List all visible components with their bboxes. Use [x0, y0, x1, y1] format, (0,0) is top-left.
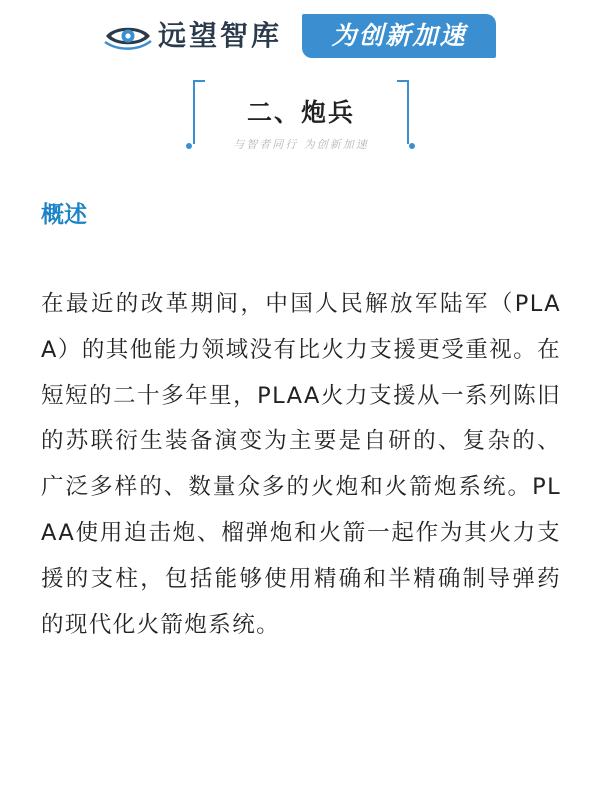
brand-slogan: 为创新加速	[331, 21, 467, 50]
section-title-frame	[193, 80, 409, 144]
section-title: 二、炮兵	[246, 98, 355, 127]
brand-name: 远望智库	[158, 19, 283, 52]
brand-slogan-banner	[302, 14, 496, 58]
frame-dot-right	[409, 143, 415, 149]
subheading: 概述	[41, 202, 87, 228]
brand-header	[0, 14, 600, 58]
body-paragraph: 在最近的改革期间，中国人民解放军陆军（PLAA）的其他能力领域没有比火力支援更受重视。在短短的二十多年里，PLAA火力支援从一系列陈旧的苏联衍生装备演变为主要是自研的、复杂的、广泛多样的、数量众多的火炮和火箭炮系统。PLAA使用迫击炮、榴弹炮和火箭一起作为其火力支援的支柱，包括能够使用精确和半精确制导弹药的现代化火箭炮系统。	[41, 291, 561, 638]
section-caption: 与智者同行 为创新加速	[233, 138, 369, 151]
frame-dot-left	[186, 143, 192, 149]
eye-logo-icon	[104, 20, 152, 52]
